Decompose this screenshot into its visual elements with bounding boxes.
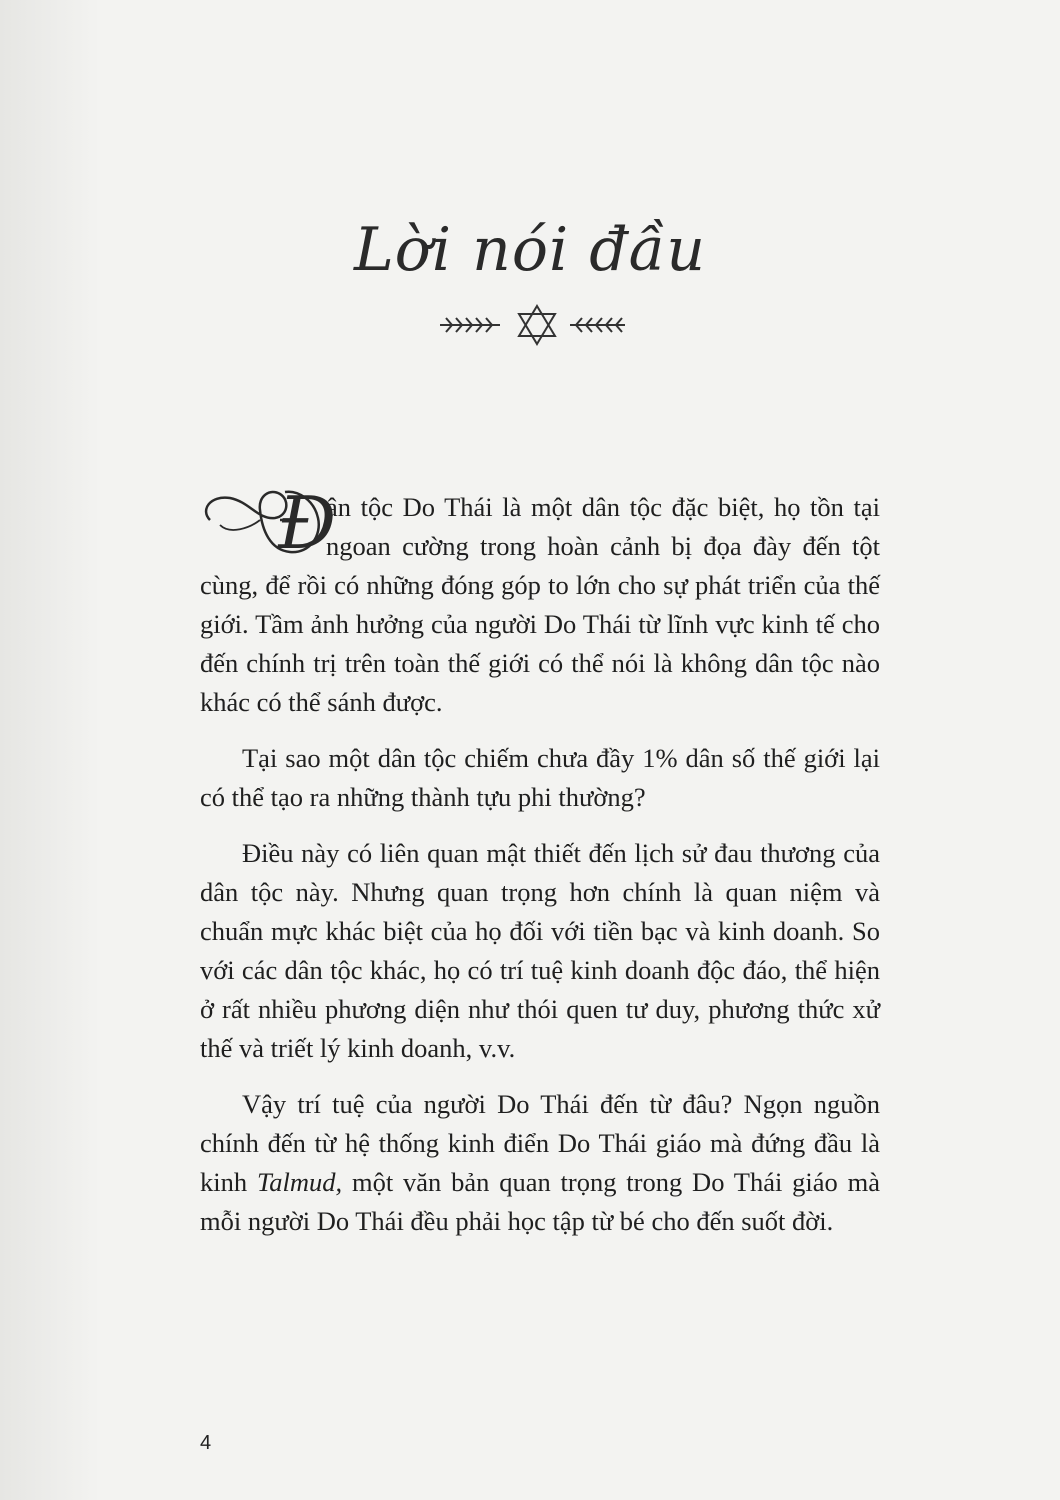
paragraph-1-text: ân tộc Do Thái là một dân tộc đặc biệt, họ tồn tại ngoan cường trong hoàn cảnh bị đọa đày đến tột cùng, để rồi có những đóng góp to lớn cho sự phát triển của thế giới. Tầm ảnh hưởng của người Do Thái từ lĩnh vực kinh tế cho đến chính trị trên toàn thế giới có thể nói là không dân tộc nào khác có thể sánh được. xyxy=(200,492,880,717)
right-feather-ornament xyxy=(570,318,625,332)
paragraph-4-text-b: một văn bản quan trọng trong Do Thái giáo mà mỗi người Do Thái đều phải học tập từ bé cho đến suốt đời. xyxy=(200,1167,880,1236)
paragraph-4 xyxy=(200,1085,880,1241)
body-text xyxy=(200,481,880,1258)
page-number: 4 xyxy=(200,1432,212,1454)
paragraph-4-text-a: Vậy trí tuệ của người Do Thái đến từ đâu? Ngọn nguồn chính đến từ hệ thống kinh điển Do Thái giáo mà đứng đầu là kinh xyxy=(200,1089,880,1197)
paragraph-1 xyxy=(200,481,880,722)
drop-cap-letter: Đ xyxy=(278,481,337,565)
talmud-italic: Talmud, xyxy=(256,1167,343,1197)
left-feather-ornament xyxy=(440,318,500,332)
paragraph-2: Tại sao một dân tộc chiếm chưa đầy 1% dân số thế giới lại có thể tạo ra những thành tựu phi thường? xyxy=(200,743,880,812)
title-ornament xyxy=(0,300,1060,350)
page-title: Lời nói đầu xyxy=(353,215,707,285)
drop-cap xyxy=(200,481,337,566)
paragraph-3: Điều này có liên quan mật thiết đến lịch sử đau thương của dân tộc này. Nhưng quan trọng hơn chính là quan niệm và chuẩn mực khác biệt của họ đối với tiền bạc và kinh doanh. So với các dân tộc khác, họ có trí tuệ kinh doanh độc đáo, thể hiện ở rất nhiều phương diện như thói quen tư duy, phương thức xử thế và triết lý kinh doanh, v.v. xyxy=(200,838,880,1063)
star-of-david-icon xyxy=(519,306,555,344)
